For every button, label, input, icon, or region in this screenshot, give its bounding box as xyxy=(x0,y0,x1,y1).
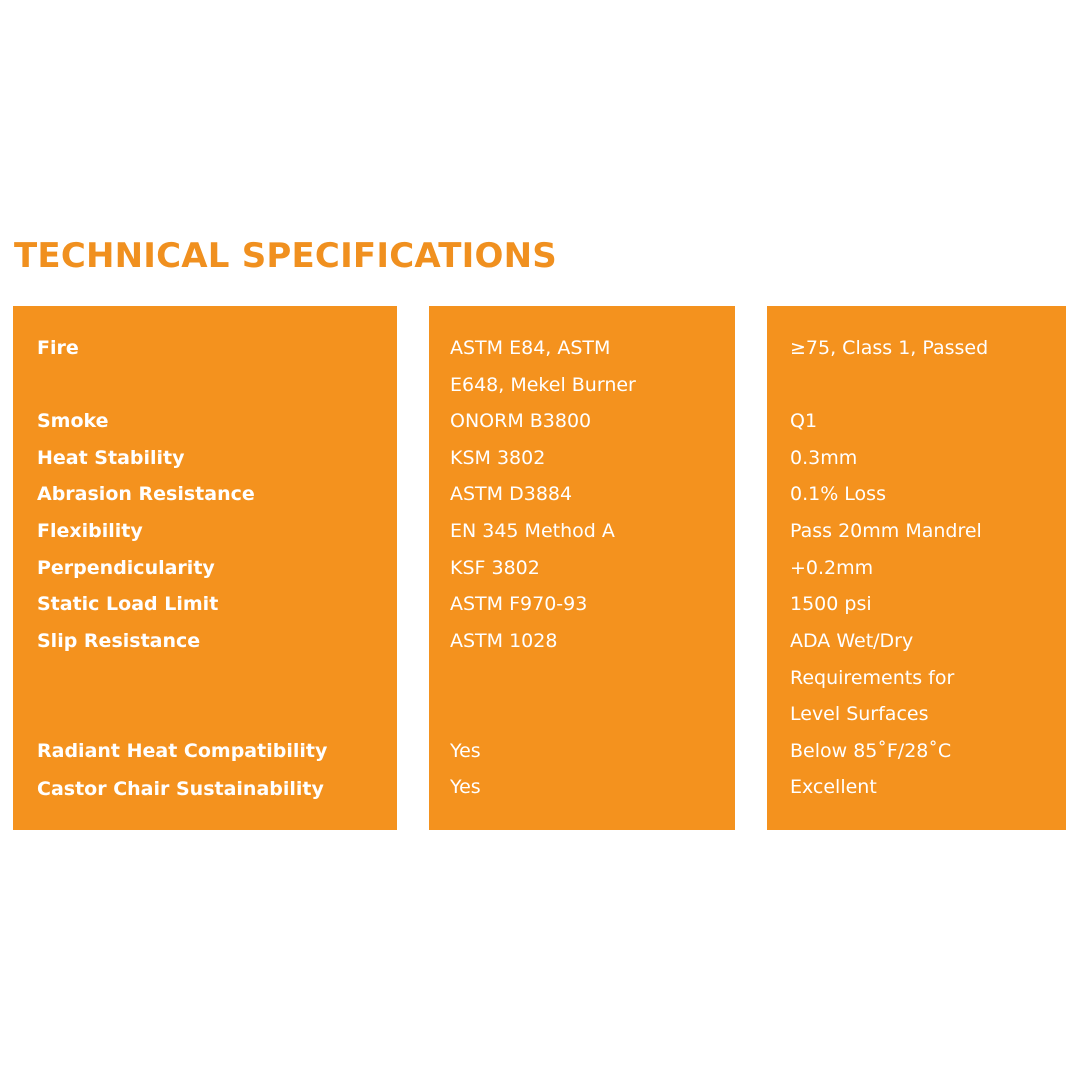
spec-name-slip-resistance: Slip Resistance xyxy=(37,630,201,652)
spec-tests-panel xyxy=(429,306,735,830)
spec-value-heat-stability: 0.3mm xyxy=(790,447,858,469)
spec-value-abrasion-resistance: 0.1% Loss xyxy=(790,483,886,505)
spec-value-flexibility: Pass 20mm Mandrel xyxy=(790,520,982,542)
spec-names-panel xyxy=(13,306,397,830)
spec-test-castor-chair-sustainability: Yes xyxy=(450,776,481,798)
spec-value-slip-resistance-line3: Level Surfaces xyxy=(790,703,929,725)
spec-test-abrasion-resistance: ASTM D3884 xyxy=(450,483,573,505)
spec-test-heat-stability: KSM 3802 xyxy=(450,447,546,469)
spec-value-perpendicularity: +0.2mm xyxy=(790,557,874,579)
spec-name-flexibility: Flexibility xyxy=(37,520,143,542)
spec-value-smoke: Q1 xyxy=(790,410,818,432)
spec-value-static-load-limit: 1500 psi xyxy=(790,593,872,615)
spec-name-fire: Fire xyxy=(37,337,79,359)
spec-name-static-load-limit: Static Load Limit xyxy=(37,593,219,615)
spec-values-panel xyxy=(767,306,1066,830)
spec-name-smoke: Smoke xyxy=(37,410,109,432)
spec-test-perpendicularity: KSF 3802 xyxy=(450,557,540,579)
spec-test-radiant-heat-compatibility: Yes xyxy=(450,740,481,762)
spec-name-radiant-heat-compatibility: Radiant Heat Compatibility xyxy=(37,740,328,762)
spec-value-radiant-heat-compatibility: Below 85˚F/28˚C xyxy=(790,740,952,762)
page-title: TECHNICAL SPECIFICATIONS xyxy=(14,236,557,276)
spec-test-fire-line1: ASTM E84, ASTM xyxy=(450,337,611,359)
spec-name-heat-stability: Heat Stability xyxy=(37,447,185,469)
spec-name-castor-chair-sustainability: Castor Chair Sustainability xyxy=(37,778,324,800)
spec-test-flexibility: EN 345 Method A xyxy=(450,520,615,542)
spec-test-static-load-limit: ASTM F970-93 xyxy=(450,593,588,615)
spec-name-abrasion-resistance: Abrasion Resistance xyxy=(37,483,255,505)
spec-name-perpendicularity: Perpendicularity xyxy=(37,557,215,579)
spec-test-smoke: ONORM B3800 xyxy=(450,410,592,432)
spec-test-fire-line2: E648, Mekel Burner xyxy=(450,374,636,396)
spec-value-slip-resistance-line2: Requirements for xyxy=(790,667,955,689)
spec-value-castor-chair-sustainability: Excellent xyxy=(790,776,877,798)
spec-value-fire: ≥75, Class 1, Passed xyxy=(790,337,989,359)
spec-test-slip-resistance: ASTM 1028 xyxy=(450,630,558,652)
spec-value-slip-resistance-line1: ADA Wet/Dry xyxy=(790,630,914,652)
